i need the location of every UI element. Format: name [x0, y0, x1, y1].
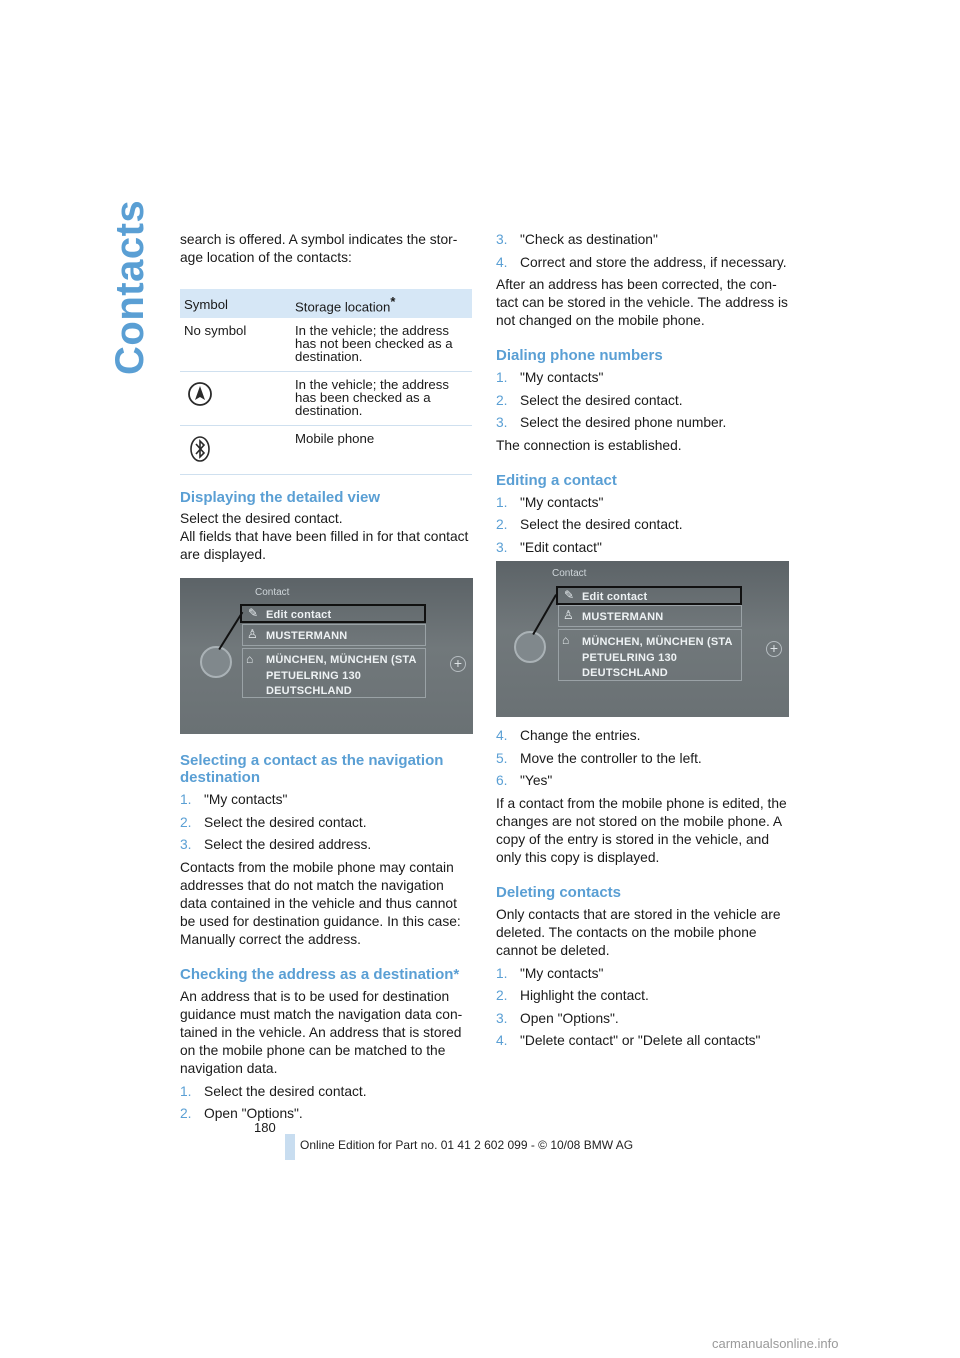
check-cont-para: After an address has been corrected, the con-tact can be stored in the vehicle. The address is not changed on the mobile phone. — [496, 277, 788, 328]
list-item: 2. Select the desired contact. — [496, 517, 683, 532]
menu-city: MÜNCHEN, MÜNCHEN (STA — [266, 654, 417, 667]
menu-country: DEUTSCHLAND — [266, 685, 352, 698]
menu-country: DEUTSCHLAND — [582, 667, 668, 679]
bluetooth-icon — [186, 434, 214, 464]
detailed-line2: All fields that have been filled in for that contact are displayed. — [180, 529, 469, 563]
list-item: 2. Highlight the contact. — [496, 988, 649, 1003]
footer-bar — [285, 1134, 295, 1160]
menu-street: PETUELRING 130 — [266, 670, 362, 683]
editing-para: If a contact from the mobile phone is edited, the changes are not stored on the mobile phone. A copy of the entry is stored in the vehicle, and only this copy is displayed. — [496, 795, 787, 865]
check-steps — [180, 1083, 474, 1124]
page-number: 180 — [254, 1120, 276, 1135]
deleting-steps — [496, 965, 790, 1051]
deleting-para: Only contacts that are stored in the vehicle are deleted. The contacts on the mobile phone cannot be deleted. — [496, 906, 781, 958]
left-column — [180, 231, 474, 1128]
desc-cell: In the vehicle; the address has been checked as a destination. — [291, 372, 472, 426]
list-item: 5. Move the controller to the left. — [496, 750, 702, 766]
menu-street: PETUELRING 130 — [582, 652, 678, 664]
desc-cell: In the vehicle; the address has not been checked as a destination. — [291, 318, 472, 372]
editing-steps — [496, 494, 790, 557]
menu-city: MÜNCHEN, MÜNCHEN (STA — [582, 636, 733, 648]
list-item: 1. "My contacts" — [496, 370, 604, 385]
address-icon: ⌂ — [246, 652, 254, 667]
list-item: 1. Select the desired contact. — [180, 1083, 367, 1099]
detailed-line1: Select the desired contact. — [180, 511, 343, 527]
list-item: 2. Select the desired contact. — [496, 392, 683, 408]
table-header-symbol: Symbol — [180, 289, 291, 318]
list-item: 1. "My contacts" — [180, 792, 288, 808]
person-icon: ♙ — [563, 608, 574, 622]
symbol-cell: No symbol — [180, 318, 291, 372]
menu-edit-contact: Edit contact — [582, 591, 648, 603]
list-item: 3. Open "Options". — [496, 1010, 619, 1026]
side-title — [108, 199, 152, 375]
list-item: 2. Open "Options". — [180, 1106, 303, 1122]
callout-line — [532, 594, 557, 635]
heading-detailed-view: Displaying the detailed view — [180, 489, 381, 507]
table-header-storage: Storage location* — [291, 289, 472, 318]
side-title-text: Contacts — [108, 199, 152, 375]
check-steps-continued — [496, 231, 790, 272]
controller-knob — [514, 631, 546, 663]
plus-icon: + — [450, 656, 466, 672]
desc-cell: Mobile phone — [291, 426, 472, 475]
nav-dest-para: Contacts from the mobile phone may contain addresses that do not match the navigation data contained in the vehicle and thus cannot be used for destination guidance. In this case: Manually correct the address. — [180, 859, 461, 947]
list-item: 4. Change the entries. — [496, 728, 641, 743]
list-item: 4. Correct and store the address, if necessary. — [496, 254, 787, 270]
table-row — [180, 318, 472, 372]
heading-check-address: Checking the address as a destination* — [180, 965, 460, 983]
list-item: 1. "My contacts" — [496, 965, 604, 981]
controller-knob — [200, 646, 232, 678]
screen-header: Contact — [255, 587, 290, 599]
person-icon: ♙ — [247, 627, 258, 642]
nav-dest-steps — [180, 791, 474, 854]
intro-text: search is offered. A symbol indicates the stor-age location of the contacts: — [180, 232, 458, 265]
editing-steps-continued — [496, 727, 790, 790]
menu-edit-contact: Edit contact — [266, 609, 332, 622]
menu-name: MUSTERMANN — [266, 630, 348, 643]
dialing-para: The connection is established. — [496, 437, 682, 453]
list-item: 3. Select the desired phone number. — [496, 415, 727, 430]
plus-icon: + — [766, 641, 782, 657]
table-row — [180, 372, 472, 426]
list-item: 3. "Edit contact" — [496, 539, 602, 555]
heading-navigation-destination: Selecting a contact as the navigation destination — [180, 752, 444, 787]
check-para: An address that is to be used for destination guidance must match the navigation data con-tained in the vehicle. An address that is stored on the mobile phone can be matched to the navigation data. — [180, 988, 463, 1076]
screen-header: Contact — [552, 568, 587, 579]
list-item: 2. Select the desired contact. — [180, 814, 367, 830]
heading-dialing: Dialing phone numbers — [496, 347, 663, 364]
edition-text: Online Edition for Part no. 01 41 2 602 099 - © 10/08 BMW AG — [300, 1138, 634, 1152]
menu-name: MUSTERMANN — [582, 611, 664, 623]
list-item: 6. "Yes" — [496, 773, 553, 788]
contact-screenshot-2 — [496, 561, 789, 717]
list-item: 4. "Delete contact" or "Delete all contacts" — [496, 1033, 761, 1048]
pencil-icon: ✎ — [248, 606, 259, 621]
pencil-icon: ✎ — [564, 588, 575, 602]
dialing-steps — [496, 369, 790, 432]
address-icon: ⌂ — [562, 633, 570, 647]
watermark: carmanualsonline.info — [712, 1336, 839, 1351]
right-column — [496, 231, 790, 1055]
heading-deleting: Deleting contacts — [496, 883, 622, 901]
contact-screenshot-1 — [180, 578, 473, 734]
storage-location-table — [180, 289, 472, 475]
heading-editing: Editing a contact — [496, 471, 617, 489]
list-item: 3. "Check as destination" — [496, 232, 658, 247]
navigation-arrow-icon — [186, 380, 214, 408]
list-item: 3. Select the desired address. — [180, 837, 372, 853]
table-row — [180, 426, 472, 475]
list-item: 1. "My contacts" — [496, 494, 604, 510]
